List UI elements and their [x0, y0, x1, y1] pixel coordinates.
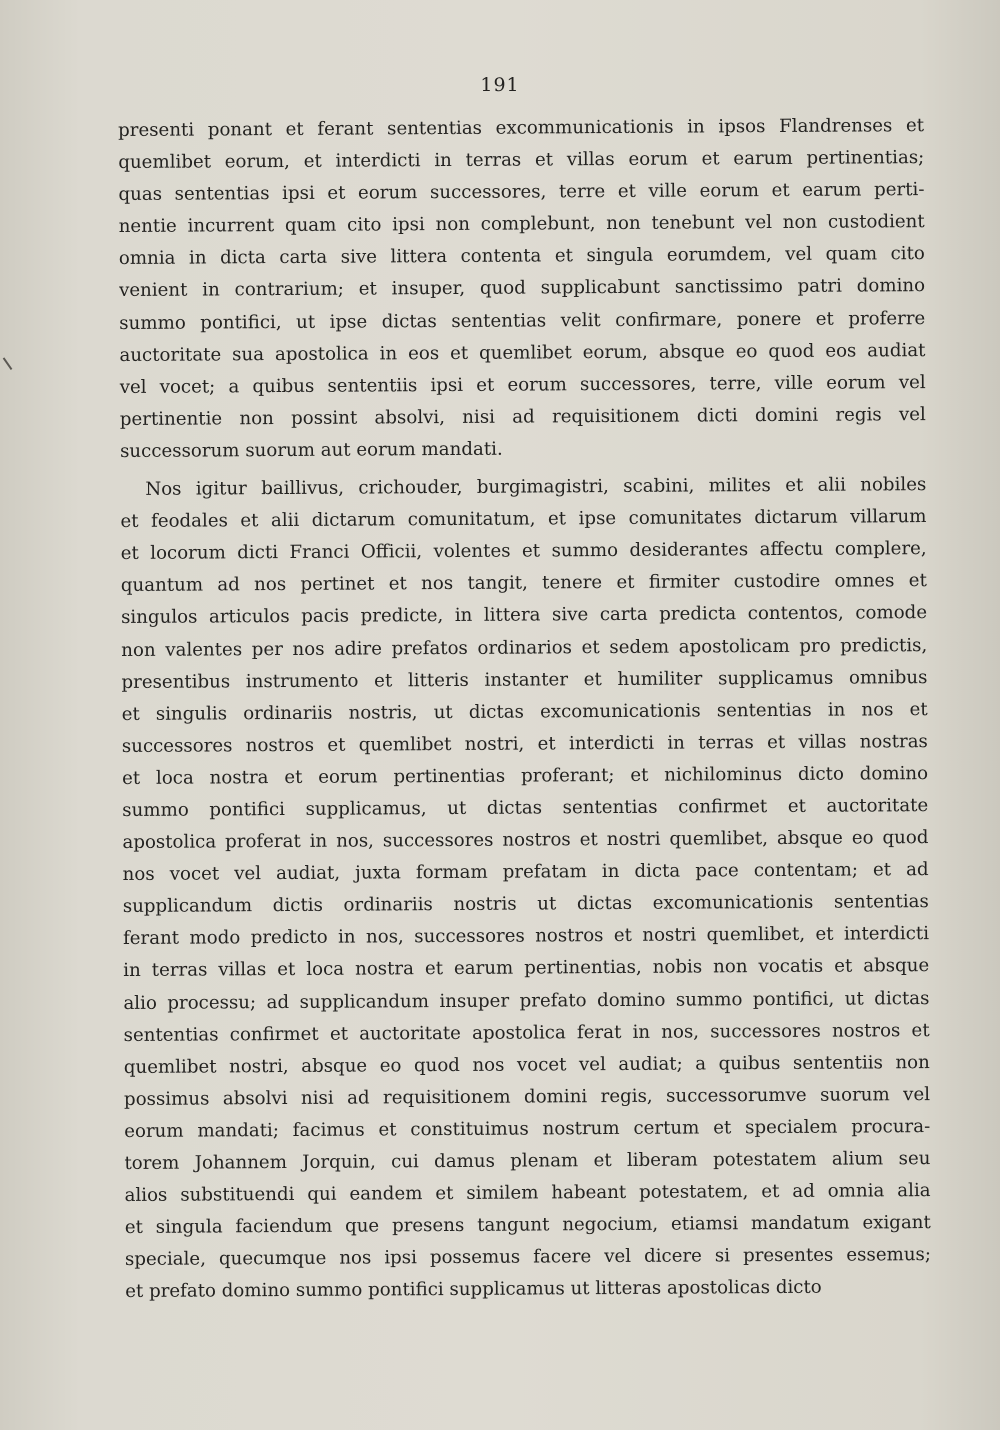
text-line: nos vocet vel audiat, juxta formam prefatam in dicta pace contentam; et ad	[122, 859, 929, 886]
body-text	[118, 110, 931, 1308]
text-line: quantum ad nos pertinet et nos tangit, tenere et firmiter custodire omnes et	[120, 570, 927, 597]
text-line: successores nostros et quemlibet nostri, et interdicti in terras et villas nostras	[121, 730, 928, 757]
text-line: et feodales et alii dictarum comunitatum, et ipse comunitates dictarum villarum	[120, 506, 927, 533]
text-line: quemlibet nostri, absque eo quod nos vocet vel audiat; a quibus sententiis non	[123, 1051, 930, 1078]
text-line: presentibus instrumento et litteris instanter et humiliter supplicamus omnibus	[121, 666, 928, 693]
margin-mark	[3, 354, 18, 370]
text-line: presenti ponant et ferant sententias excommunicationis in ipsos Flandrenses et	[118, 115, 925, 141]
text-line: possimus absolvi nisi ad requisitionem domini regis, successorumve suorum vel	[123, 1083, 931, 1110]
text-line: Nos igitur baillivus, crichouder, burgimagistri, scabini, milites et alii nobiles	[145, 474, 927, 500]
text-line: successorum suorum aut eorum mandati.	[119, 438, 503, 462]
text-line: et singulis ordinariis nostris, ut dictas excomunicationis sententias in nos et	[121, 698, 928, 725]
text-line: ferant modo predicto in nos, successores nostros et nostri quemlibet, et interdicti	[122, 923, 930, 950]
text-line: eorum mandati; facimus et constituimus nostrum certum et specialem procura-	[124, 1115, 931, 1142]
text-line: in terras villas et loca nostra et earum pertinentias, nobis non vocatis et absque	[123, 955, 930, 982]
text-line: auctoritate sua apostolica in eos et quemlibet eorum, absque eo quod eos audiat	[119, 339, 926, 366]
text-line: alio processu; ad supplicandum insuper prefato domino summo pontifici, ut dictas	[123, 987, 930, 1014]
text-line: et prefato domino summo pontifici supplicamus ut litteras apostolicas dicto	[125, 1277, 822, 1303]
text-line: summo pontifici supplicamus, ut dictas sententias confirmet et auctoritate	[122, 795, 929, 821]
text-line: apostolica proferat in nos, successores nostros et nostri quemlibet, absque eo quod	[122, 827, 929, 854]
text-line: singulos articulos pacis predicte, in littera sive carta predicta contentos, comode	[121, 602, 928, 629]
text-line: torem Johannem Jorquin, cui damus plenam et liberam potestatem alium seu	[124, 1148, 931, 1174]
text-line: alios substituendi qui eandem et similem habeant potestatem, et ad omnia alia	[124, 1180, 931, 1207]
text-line: non valentes per nos adire prefatos ordinarios et sedem apostolicam pro predictis,	[121, 634, 928, 661]
text-line: venient in contrarium; et insuper, quod supplicabunt sanctissimo patri domino	[119, 275, 926, 302]
text-line: quemlibet eorum, et interdicti in terras et villas eorum et earum pertinentias;	[118, 147, 925, 174]
text-line: speciale, quecumque nos ipsi possemus facere vel dicere si presentes essemus;	[124, 1244, 932, 1271]
text-line: summo pontifici, ut ipse dictas sententias velit confirmare, ponere et proferre	[119, 307, 926, 334]
paragraph-2	[120, 469, 931, 1308]
text-line: supplicandum dictis ordinariis nostris ut dictas excomunicationis sententias	[122, 891, 929, 918]
page-number: 191	[480, 74, 520, 96]
text-line: et singula faciendum que presens tangunt negocium, etiamsi mandatum exigant	[124, 1212, 931, 1239]
text-line: nentie incurrent quam cito ipsi non complebunt, non tenebunt vel non custodient	[118, 211, 925, 238]
text-line: pertinentie non possint absolvi, nisi ad requisitionem dicti domini regis vel	[119, 403, 926, 430]
text-line: et loca nostra et eorum pertinentias proferant; et nichilominus dicto domino	[121, 762, 929, 789]
text-line: sententias confirmet et auctoritate apostolica ferat in nos, successores nostros et	[123, 1019, 930, 1046]
text-line: quas sententias ipsi et eorum successores, terre et ville eorum et earum perti-	[118, 179, 925, 206]
text-line: vel vocet; a quibus sententiis ipsi et eorum successores, terre, ville eorum vel	[119, 371, 926, 398]
text-line: omnia in dicta carta sive littera contenta et singula eorumdem, vel quam cito	[118, 243, 925, 270]
text-line: et locorum dicti Franci Officii, volentes et summo desiderantes affectu complere,	[120, 538, 927, 565]
paragraph-1	[118, 110, 926, 468]
